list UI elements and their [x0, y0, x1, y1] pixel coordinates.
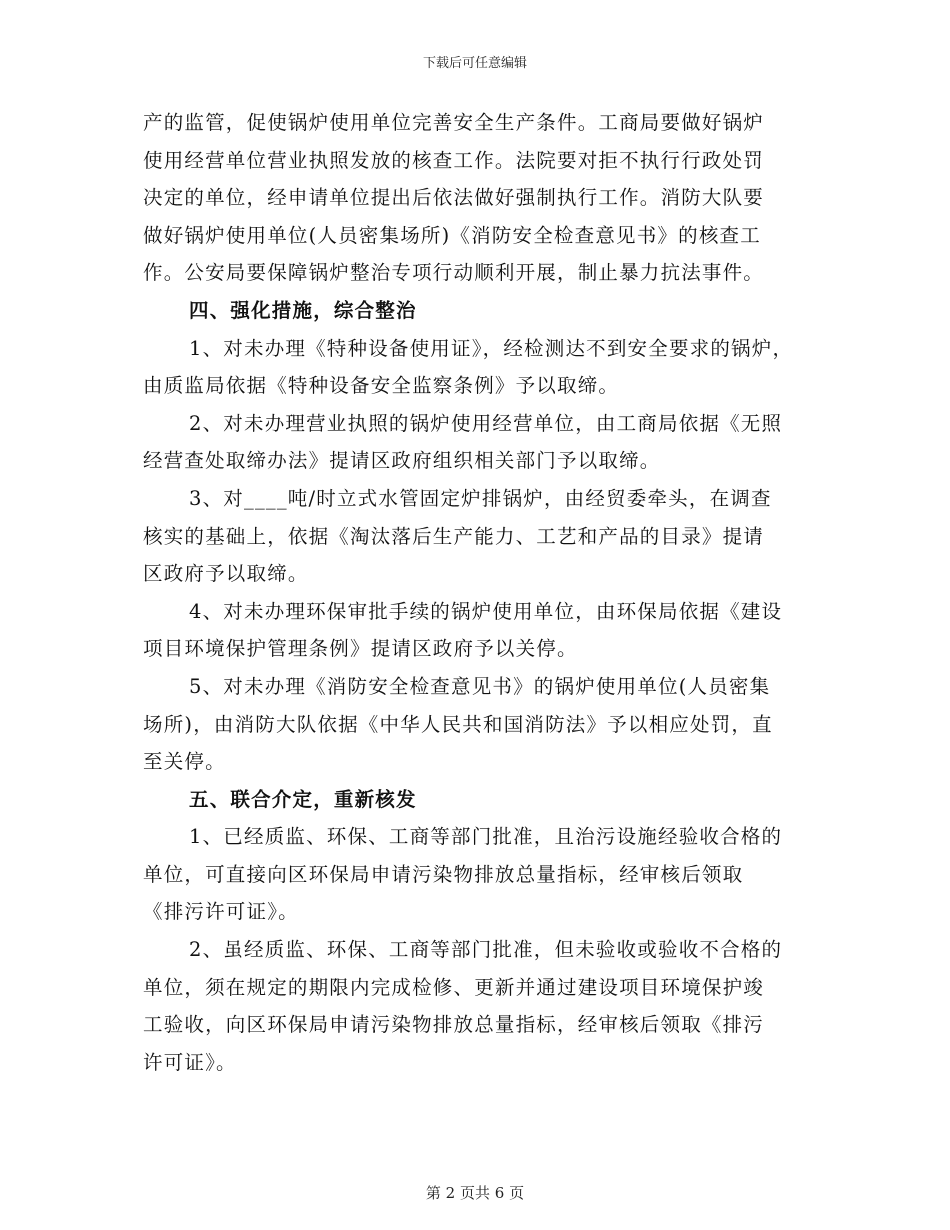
- text-line: 1、对未办理《特种设备使用证》，经检测达不到安全要求的锅炉，: [189, 336, 794, 360]
- text-line: 1、已经质监、环保、工商等部门批准，且治污设施经验收合格的: [189, 825, 783, 849]
- text-line: 至关停。: [143, 750, 226, 774]
- text-line: 5、对未办理《消防安全检查意见书》的锅炉使用单位(人员密集: [189, 674, 771, 698]
- text-line: 作。公安局要保障锅炉整治专项行动顺利开展，制止暴力抗法事件。: [143, 261, 765, 285]
- text-line: 场所)，由消防大队依据《中华人民共和国消防法》予以相应处罚，直: [143, 712, 773, 736]
- text-line: 《排污许可证》。: [143, 900, 299, 924]
- text-line: 做好锅炉使用单位(人员密集场所)《消防安全检查意见书》的核查工: [143, 223, 761, 247]
- text-line: 许可证》。: [143, 1050, 237, 1074]
- text-line: 3、对____吨/时立式水管固定炉排锅炉，由经贸委牵头，在调查: [189, 486, 772, 510]
- page-header: 下载后可任意编辑: [422, 56, 527, 71]
- text-line: 项目环境保护管理条例》提请区政府予以关停。: [143, 637, 578, 661]
- text-line: 单位，须在规定的期限内完成检修、更新并通过建设项目环境保护竣: [143, 975, 765, 999]
- text-line: 经营查处取缔办法》提请区政府组织相关部门予以取缔。: [143, 449, 661, 473]
- text-line: 2、对未办理营业执照的锅炉使用经营单位，由工商局依据《无照: [189, 411, 783, 435]
- text-line: 4、对未办理环保审批手续的锅炉使用单位，由环保局依据《建设: [189, 599, 783, 623]
- text-line: 核实的基础上，依据《淘汰落后生产能力、工艺和产品的目录》提请: [143, 524, 765, 548]
- text-line: 单位，可直接向区环保局申请污染物排放总量指标，经审核后领取: [143, 862, 744, 886]
- text-line: 工验收，向区环保局申请污染物排放总量指标，经审核后领取《排污: [143, 1013, 765, 1037]
- text-line: 区政府予以取缔。: [143, 562, 309, 586]
- text-line: 决定的单位，经申请单位提出后依法做好强制执行工作。消防大队要: [143, 186, 765, 210]
- text-line: 2、虽经质监、环保、工商等部门批准，但未验收或验收不合格的: [189, 938, 783, 962]
- section-heading: 五、联合介定，重新核发: [189, 787, 417, 811]
- text-line: 使用经营单位营业执照发放的核查工作。法院要对拒不执行行政处罚: [143, 148, 765, 172]
- section-heading: 四、强化措施，综合整治: [189, 298, 417, 322]
- page-footer: 第 2 页共 6 页: [425, 1184, 525, 1202]
- text-line: 由质监局依据《特种设备安全监察条例》予以取缔。: [143, 374, 620, 398]
- text-line: 产的监管，促使锅炉使用单位完善安全生产条件。工商局要做好锅炉: [143, 111, 765, 134]
- document-body: [143, 104, 823, 1081]
